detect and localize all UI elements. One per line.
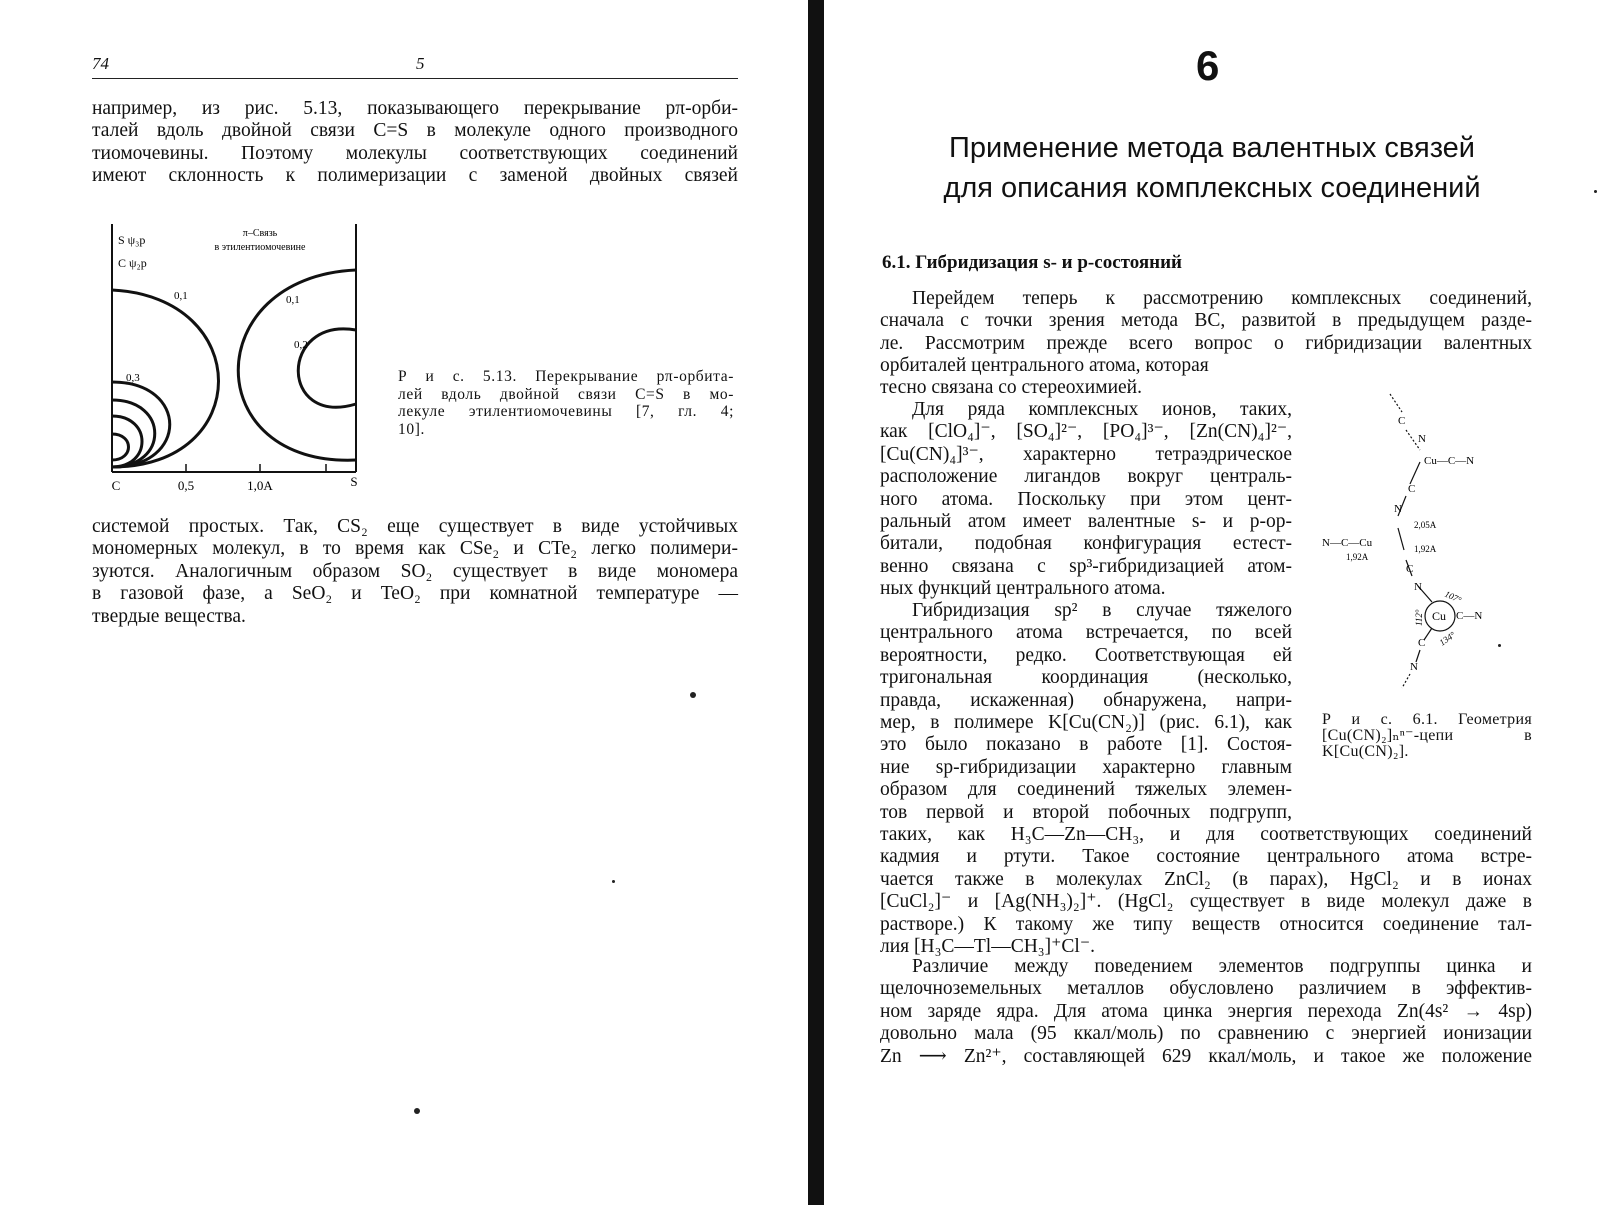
text-line: мономерных молекул, в то время как CSe₂ и CTe₂ легко полимери- xyxy=(92,538,738,560)
text-line: сначала с точки зрения метода ВС, развитой в предыдущем разде- xyxy=(880,310,1532,332)
text-line: орбиталей центрального атома, которая xyxy=(880,355,1209,376)
text-line: венно связана с sp³-гибридизацией атом- xyxy=(880,555,1292,577)
atom-label-cu: Cu xyxy=(1432,609,1447,623)
figure-6-1-structure xyxy=(1306,388,1538,704)
atom-label: C xyxy=(1408,483,1416,495)
x-axis-label: 0,5 xyxy=(177,478,195,493)
distance-label: 2,05A xyxy=(1414,520,1437,530)
text-line: ле. Рассмотрим прежде всего вопрос о гибридизации валентных xyxy=(880,332,1532,354)
text-line: [Cu(CN)₄]³⁻, характерно тетраэдрическое xyxy=(880,443,1292,465)
text-line: например, из рис. 5.13, показывающего перекрывание pπ-орби- xyxy=(92,98,738,119)
caption-line: [Cu(CN)₂]ₙⁿ⁻-цепи в xyxy=(1322,727,1532,744)
caption-line: лей вдоль двойной связи C=S в мо- xyxy=(398,385,734,403)
text-line: вероятности, редко. Соответствующая ей xyxy=(880,644,1292,666)
text-line: ных функций центрального атома. xyxy=(880,578,1166,600)
figure-6-1-caption xyxy=(1322,712,1532,760)
figure-title-line2: в этилентиомочевине xyxy=(214,242,306,253)
angle-label: 107° xyxy=(1443,588,1463,606)
scan-speck xyxy=(1498,644,1501,647)
bond-label: Cu—C—N xyxy=(1424,455,1475,467)
running-head-chapter: 5 xyxy=(416,54,425,73)
text-line: кадмия и ртути. Такое состояние центрального атома встре- xyxy=(880,846,1532,868)
distance-label: 1,92A xyxy=(1346,552,1369,562)
angle-label: 134° xyxy=(1437,629,1458,648)
text-line: Различие между поведением элементов подгруппы цинка и xyxy=(912,956,1532,977)
caption-line: K[Cu(CN)₂]. xyxy=(1322,743,1409,760)
chapter-title-line1: Применение метода валентных связей xyxy=(949,132,1475,164)
x-axis-label: 1,0A xyxy=(247,478,273,493)
atom-label: C xyxy=(1418,637,1426,649)
right-page xyxy=(824,0,1600,1205)
scan-speck xyxy=(612,880,615,883)
atom-label: C xyxy=(1398,415,1406,427)
paragraph-3 xyxy=(880,600,1292,824)
text-line: Гибридизация sp² в случае тяжелого xyxy=(912,600,1292,621)
text-line: тов первой и второй побочных подгрупп, xyxy=(880,801,1292,823)
paragraph-top xyxy=(92,98,738,188)
figure-5-13-contour-plot xyxy=(104,222,366,502)
atom-label: N xyxy=(1418,433,1426,445)
paragraph-1 xyxy=(880,288,1532,355)
running-head xyxy=(92,52,738,79)
text-line: правда, искаженная) обнаружена, напри- xyxy=(880,689,1292,711)
text-line: щелочноземельных металлов обусловлено различием в эффектив- xyxy=(880,978,1532,1000)
figure-5-13-caption xyxy=(398,368,734,438)
text-line: центрального атома встречается, по всей xyxy=(880,622,1292,644)
paragraph-4 xyxy=(880,956,1532,1068)
paragraph-bottom xyxy=(92,516,738,628)
scan-speck xyxy=(414,1108,420,1114)
chapter-number: 6 xyxy=(1196,42,1220,89)
text-line: таких, как H₃C—Zn—CH₃, и для соответствующих соединений xyxy=(880,824,1532,845)
paragraph-1-narrow xyxy=(880,355,1292,400)
text-line: твердые вещества. xyxy=(92,605,246,627)
bond-label: C—N xyxy=(1456,610,1483,622)
caption-line: Р и с. 5.13. Перекрывание pπ-орбита- xyxy=(398,368,734,385)
text-line: тесно связана со стереохимией. xyxy=(880,377,1142,399)
text-line: довольно мала (95 ккал/моль) по сравнению с энергией ионизации xyxy=(880,1023,1532,1045)
bond-dashed xyxy=(1402,674,1410,688)
legend-c: C ψ₂p xyxy=(118,256,147,270)
text-line: ние sp-гибридизации характерно главным xyxy=(880,756,1292,778)
caption-line: 10]. xyxy=(398,420,425,438)
atom-label: N xyxy=(1414,581,1422,593)
chapter-title-line2: для описания комплексных соединений xyxy=(943,172,1481,204)
text-line: Перейдем теперь к рассмотрению комплексных соединений, xyxy=(912,288,1532,309)
text-line: системой простых. Так, CS₂ еще существует в виде устойчивых xyxy=(92,516,738,537)
text-line: как [ClO₄]⁻, [SO₄]²⁻, [PO₄]³⁻, [Zn(CN)₄]²⁻, xyxy=(880,421,1292,443)
text-line: мер, в полимере K[Cu(CN₂)] (рис. 6.1), как xyxy=(880,712,1292,734)
section-heading: 6.1. Гибридизация s- и p-состояний xyxy=(882,252,1182,273)
text-line: зуются. Аналогичным образом SO₂ существует в виде мономера xyxy=(92,560,738,582)
caption-line: Р и с. 6.1. Геометрия xyxy=(1322,711,1532,728)
bond-dashed xyxy=(1390,394,1402,412)
text-line: растворе.) К такому же типу веществ относится соединение тал- xyxy=(880,913,1532,935)
book-spine xyxy=(808,0,824,1205)
caption-line: лекуле этилентиомочевины [7, гл. 4; xyxy=(398,403,734,420)
text-line: битали, подобная конфигурация естест- xyxy=(880,533,1292,555)
text-line: тригональная координация (несколько, xyxy=(880,667,1292,689)
atom-label: C xyxy=(1406,563,1414,575)
bond-label: N—C—Cu xyxy=(1322,537,1373,549)
contour-label: 0,3 xyxy=(126,372,140,384)
text-line: ного атома. Поскольку при этом цент- xyxy=(880,488,1292,510)
legend-s: S ψ₃p xyxy=(118,233,146,247)
text-line: [CuCl₂]⁻ и [Ag(NH₃)₂]⁺. (HgCl₂ существует в виде молекул даже в xyxy=(880,891,1532,913)
atom-label: N xyxy=(1410,661,1418,673)
contour-label: 0,2 xyxy=(294,339,308,351)
text-line: лия [H₃C—Tl—CH₃]⁺Cl⁻. xyxy=(880,936,1095,958)
scan-speck xyxy=(1594,190,1597,193)
text-line: тиомочевины. Поэтому молекулы соответствующих соединений xyxy=(92,142,738,164)
text-line: ральный атом имеет валентные s- и p-ор- xyxy=(880,511,1292,533)
text-line: Zn ⟶ Zn²⁺, составляющей 629 ккал/моль, и такое же положение xyxy=(880,1045,1532,1067)
contour-label: 0,1 xyxy=(286,294,300,306)
text-line: чается также в молекулах ZnCl₂ (в парах), HgCl₂ и в ионах xyxy=(880,868,1532,890)
scan-speck xyxy=(690,692,696,698)
contour-label: 0,1 xyxy=(174,290,188,302)
text-line: имеют склонность к полимеризации с заменой двойных связей xyxy=(92,165,738,187)
text-line: расположение лигандов вокруг централь- xyxy=(880,466,1292,488)
bond xyxy=(1398,528,1404,550)
figure-title-line1: π–Связь xyxy=(242,228,278,239)
chapter-title xyxy=(824,128,1600,208)
contour-inner-3 xyxy=(112,434,129,460)
text-line: талей вдоль двойной связи C=S в молекуле одного производного xyxy=(92,120,738,142)
atom-label: N xyxy=(1394,503,1402,515)
x-axis-label-c: C xyxy=(111,478,121,493)
contour-0-3 xyxy=(112,382,170,467)
text-line: это было показано в работе [1]. Состоя- xyxy=(880,734,1292,756)
text-line: в газовой фазе, а SeO₂ и TeO₂ при комнатной температуре — xyxy=(92,583,738,605)
paragraph-3-wide xyxy=(880,824,1532,958)
paragraph-2 xyxy=(880,399,1292,601)
text-line: Для ряда комплексных ионов, таких, xyxy=(912,399,1292,420)
text-line: образом для соединений тяжелых элемен- xyxy=(880,779,1292,801)
angle-label: 112° xyxy=(1414,609,1424,626)
page-number: 74 xyxy=(92,54,109,73)
bond xyxy=(1410,462,1420,484)
distance-label: 1,92A xyxy=(1414,544,1437,554)
text-line: ном заряде ядра. Для атома цинка энергия перехода Zn(4s² → 4sp) xyxy=(880,1000,1532,1022)
x-axis-label-s: S xyxy=(350,474,358,489)
